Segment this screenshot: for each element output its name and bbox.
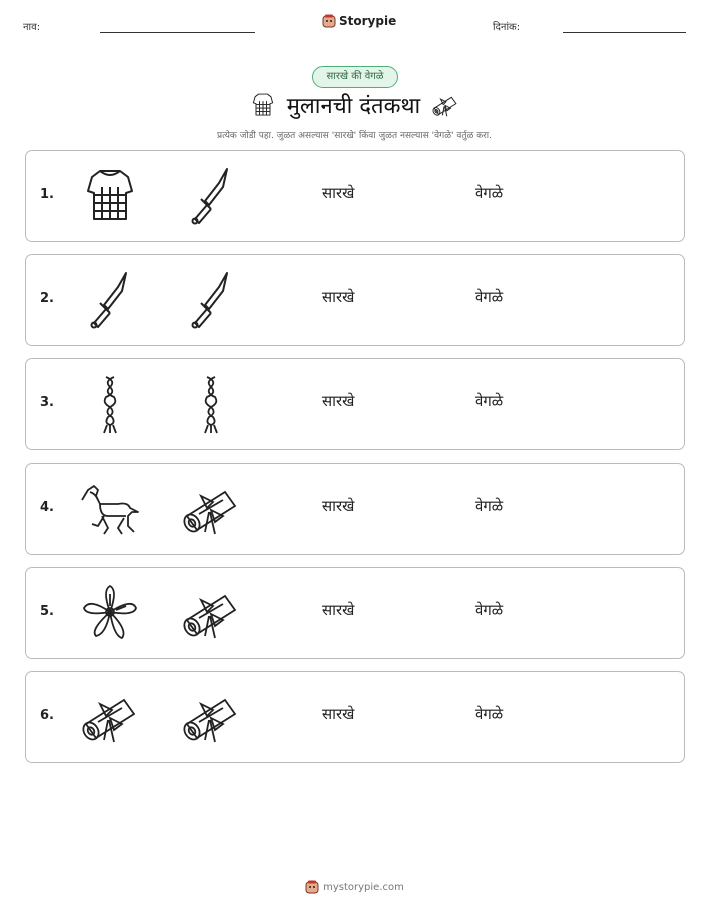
option-same[interactable]: सारखे [322,601,355,619]
question-card [25,150,685,242]
scroll-icon [179,582,243,644]
sword-icon [179,165,243,227]
option-same[interactable]: सारखे [322,497,355,515]
footer [0,880,709,894]
footer-url: mystorypie.com [323,881,404,893]
brand-name: Storypie [339,14,397,28]
horse-icon [78,478,142,540]
topic-badge: सारखे की वेगळे [312,66,398,88]
question-number: 2. [40,291,54,306]
title-row [0,90,709,120]
scroll-icon [430,91,460,119]
sword-icon [78,269,142,331]
question-number: 5. [40,604,54,619]
mascot-icon [322,14,336,28]
armor-icon [78,165,142,227]
question-card [25,567,685,659]
option-same[interactable]: सारखे [322,288,355,306]
option-same[interactable]: सारखे [322,184,355,202]
armor-icon [249,91,277,119]
question-card [25,254,685,346]
instructions: प्रत्येक जोडी पहा. जुळत असल्यास 'सारखे' किंवा जुळत नसल्यास 'वेगळे' वर्तुळ करा. [216,131,492,141]
question-number: 4. [40,500,54,515]
braid-icon [179,373,243,435]
mascot-icon [305,880,319,894]
option-different[interactable]: वेगळे [475,601,504,619]
option-different[interactable]: वेगळे [475,184,504,202]
page-title: मुलानची दंतकथा [286,94,421,119]
option-same[interactable]: सारखे [322,705,355,723]
flower-icon [78,582,142,644]
option-different[interactable]: वेगळे [475,288,504,306]
name-line[interactable] [100,32,255,33]
option-different[interactable]: वेगळे [475,497,504,515]
question-number: 1. [40,187,54,202]
question-number: 6. [40,708,54,723]
option-different[interactable]: वेगळे [475,392,504,410]
scroll-icon [78,686,142,748]
question-card [25,358,685,450]
option-different[interactable]: वेगळे [475,705,504,723]
date-label: दिनांक: [493,22,521,33]
scroll-icon [179,478,243,540]
question-number: 3. [40,395,54,410]
question-card [25,671,685,763]
braid-icon [78,373,142,435]
sword-icon [179,269,243,331]
option-same[interactable]: सारखे [322,392,355,410]
name-label: नाव: [23,22,41,33]
date-line[interactable] [563,32,686,33]
question-card [25,463,685,555]
brand-logo [322,14,396,28]
scroll-icon [179,686,243,748]
